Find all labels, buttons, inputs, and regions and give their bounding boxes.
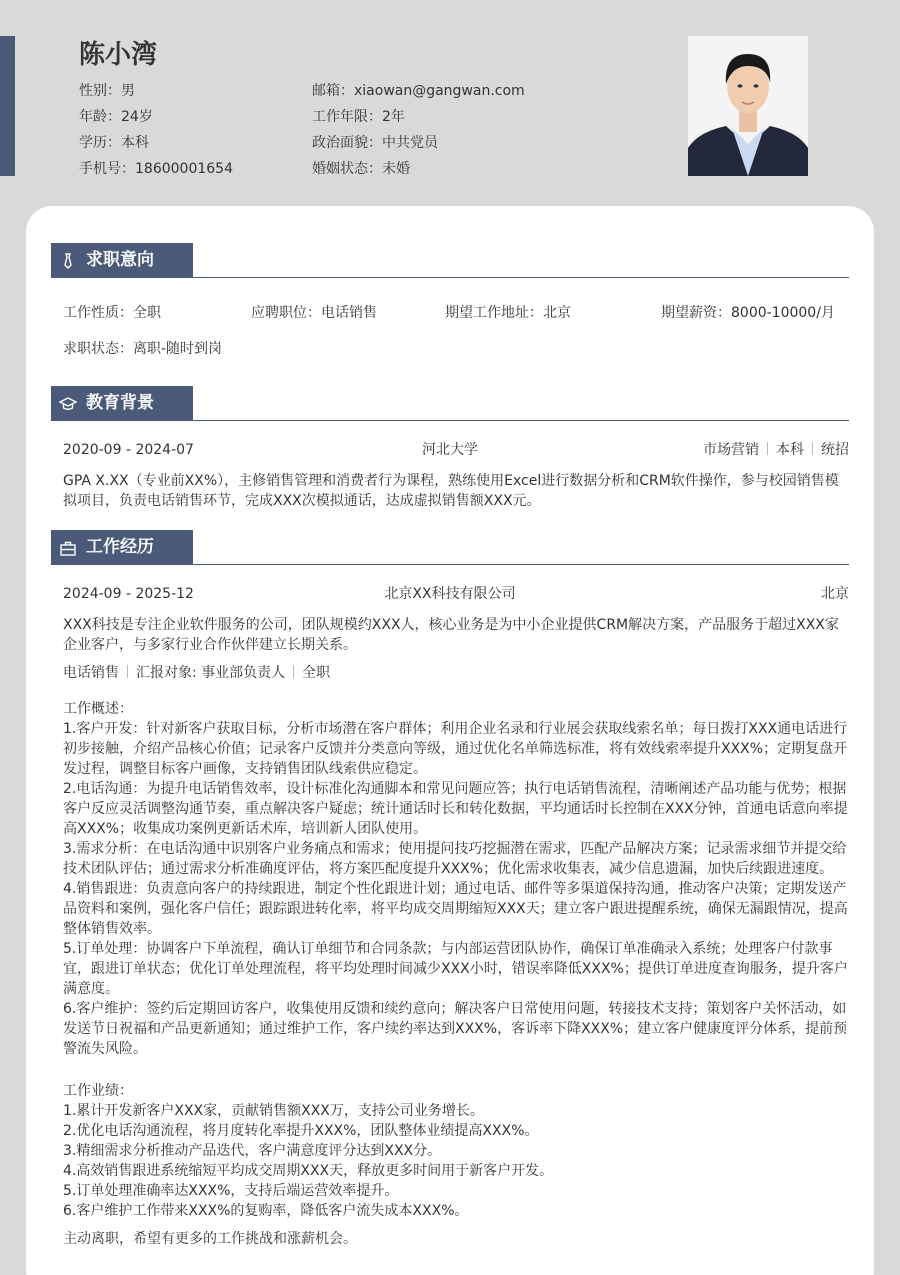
report-to: 汇报对象: 事业部负责人: [136, 665, 286, 681]
section-title: 工作经历: [51, 530, 193, 565]
intent-row-1: 工作性质：全职 应聘职位：电话销售 期望工作地址：北京 期望薪资：8000-10000/月: [63, 305, 835, 321]
work-city: 北京: [821, 586, 849, 602]
achievement-item: 6.客户维护工作带来XXX%的复购率，降低客户流失成本XXX%。: [63, 1203, 469, 1219]
overview-item: 6.客户维护：签约后定期回访客户，收集使用反馈和续约意向；解决客户日常使用问题，转接技术支持；策划客户关怀活动，如发送节日祝福和产品更新通知；通过维护工作，客户续约率达到XXX%，客诉率下降XXX%；建立客户健康度评分体系，提前预警流失风险。: [63, 1001, 848, 1057]
major: 市场营销: [703, 442, 759, 458]
age: 年龄：24岁: [79, 109, 153, 125]
profile-photo: [688, 36, 808, 176]
achievement-item: 3.精细需求分析推动产品迭代，客户满意度评分达到XXX分。: [63, 1143, 442, 1159]
company-description: XXX科技是专注企业软件服务的公司，团队规模约XXX人，核心业务是为中小企业提供CRM解决方案，产品服务于超过XXX家企业客户，与多家行业合作伙伴建立长期关系。: [63, 617, 839, 653]
phone: 手机号：18600001654: [79, 161, 233, 177]
education-level: 学历：本科: [79, 135, 149, 151]
overview-item: 3.需求分析：在电话沟通中识别客户业务痛点和需求；使用提问技巧挖掘潜在需求，匹配产品解决方案；记录需求细节并提交给技术团队评估；通过需求分析准确度评估，将方案匹配度提升XXX%；优化需求收集表，减少信息遗漏，加快后续跟进速度。: [63, 841, 847, 877]
overview-item: 1.客户开发：针对新客户获取目标，分析市场潜在客户群体；利用企业名录和行业展会获取线索名单；每日拨打XXX通电话进行初步接触，介绍产品核心价值；记录客户反馈并分类意向等级，通过优化名单筛选标准，将有效线索率提升XXX%；定期复盘开发过程，调整目标客户画像，支持销售团队线索供应稳定。: [63, 721, 848, 777]
section-education: [51, 386, 849, 511]
overview-item: 4.销售跟进：负责意向客户的持续跟进，制定个性化跟进计划；通过电话、邮件等多渠道保持沟通，推动客户决策；定期发送产品资料和案例，强化客户信任；跟踪跟进转化率，将平均成交周期缩短XXX天；建立客户跟进提醒系统，确保无漏跟情况，提高整体销售效率。: [63, 881, 848, 937]
job-type: 全职: [133, 305, 161, 321]
school: 河北大学: [422, 442, 478, 458]
work-row: [51, 584, 849, 604]
work-years: 工作年限：2年: [312, 109, 405, 125]
work-tags: [51, 663, 849, 683]
company: 北京XX科技有限公司: [384, 586, 516, 602]
achievement-item: 1.累计开发新客户XXX家，贡献销售额XXX万，支持公司业务增长。: [63, 1103, 484, 1119]
resume-card: [26, 206, 874, 1275]
section-work: [51, 530, 849, 1249]
profile-header: [79, 38, 639, 182]
study-mode: 统招: [821, 442, 849, 458]
achievements-title: 工作业绩：: [63, 1083, 133, 1099]
leave-reason: 主动离职，希望有更多的工作挑战和涨薪机会。: [63, 1231, 357, 1247]
education-row: [51, 440, 849, 460]
work-overview: [51, 699, 849, 1059]
basic-info: [79, 78, 639, 182]
position: 电话销售: [321, 305, 377, 321]
work-period: 2024-09 - 2025-12: [63, 586, 194, 602]
graduation-cap-icon: [59, 395, 77, 413]
email: 邮箱：xiaowan@gangwan.com: [312, 83, 525, 99]
briefcase-icon: [59, 539, 77, 557]
left-accent-bar: [0, 36, 15, 176]
achievement-item: 5.订单处理准确率达XXX%，支持后端运营效率提升。: [63, 1183, 399, 1199]
candidate-name: 陈小湾: [79, 40, 158, 70]
job-status: 离职-随时到岗: [133, 341, 223, 357]
gender: 性别：男: [79, 83, 135, 99]
edu-period: 2020-09 - 2024-07: [63, 442, 194, 458]
edu-description: GPA X.XX（专业前XX%），主修销售管理和消费者行为课程，熟练使用Excel进行数据分析和CRM软件操作，参与校园销售模拟项目，负责电话销售环节，完成XXX次模拟通话，达成虚拟销售额XXX元。: [63, 473, 839, 509]
location: 北京: [543, 305, 571, 321]
degree: 本科: [776, 442, 804, 458]
political-status: 政治面貌：中共党员: [312, 135, 438, 151]
section-job-intention: [51, 243, 849, 359]
employment-type: 全职: [302, 665, 331, 681]
achievement-item: 2.优化电话沟通流程，将月度转化率提升XXX%，团队整体业绩提高XXX%。: [63, 1123, 539, 1139]
achievement-item: 4.高效销售跟进系统缩短平均成交周期XXX天，释放更多时间用于新客户开发。: [63, 1163, 554, 1179]
overview-title: 工作概述：: [63, 701, 133, 717]
section-title: 教育背景: [51, 386, 193, 421]
work-achievements: [51, 1081, 849, 1221]
role: 电话销售: [63, 665, 119, 681]
overview-item: 2.电话沟通：为提升电话销售效率，设计标准化沟通脚本和常见问题应答；执行电话销售流程，清晰阐述产品功能与优势；根据客户反应灵活调整沟通节奏，重点解决客户疑虑；统计通话时长和转化数据，平均通话时长控制在XXX分钟，首通电话意向率提高XXX%；收集成功案例更新话术库，培训新人团队使用。: [63, 781, 848, 837]
tie-icon: [59, 252, 77, 270]
overview-item: 5.订单处理：协调客户下单流程，确认订单细节和合同条款；与内部运营团队协作，确保订单准确录入系统；处理客户付款事宜，跟进订单状态；优化订单处理流程，将平均处理时间减少XXX小时，错误率降低XXX%；提供订单进度查询服务，提升客户满意度。: [63, 941, 848, 997]
intent-row-2: 求职状态：离职-随时到岗: [63, 341, 223, 357]
section-title: 求职意向: [51, 243, 193, 278]
salary: 8000-10000/月: [731, 305, 835, 321]
marital-status: 婚姻状态：未婚: [312, 161, 410, 177]
